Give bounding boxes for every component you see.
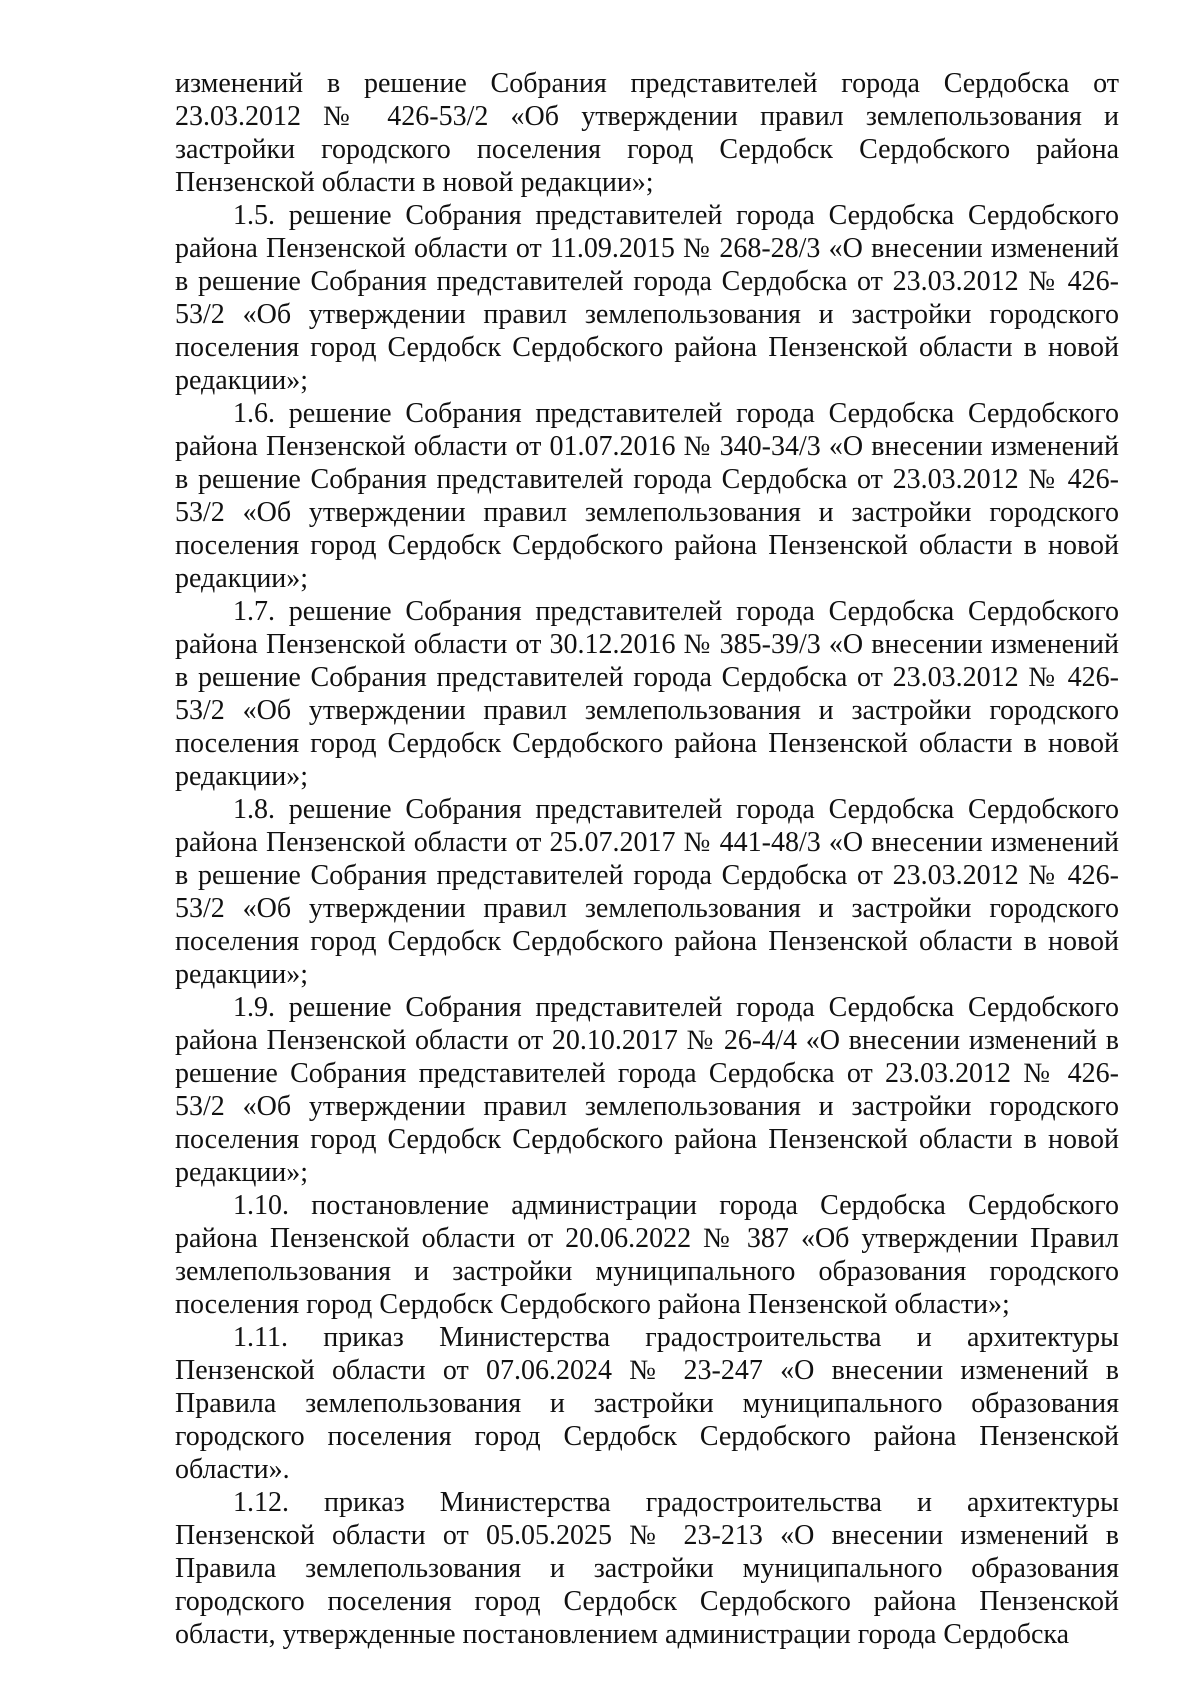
paragraph-item-1-9: 1.9. решение Собрания представителей города Сердобска Сердобского района Пензенской области от 20.10.2017 № 26-4/4 «О внесении изменений в решение Собрания представителей города Сердобска от 23.03.2012 № 426-53/2 «Об утверждении правил землепользования и застройки городского поселения город Сердобск Сердобского района Пензенской области в новой редакции»;	[175, 992, 1119, 1188]
paragraph-item-1-6: 1.6. решение Собрания представителей города Сердобска Сердобского района Пензенской области от 01.07.2016 № 340-34/3 «О внесении изменений в решение Собрания представителей города Сердобска от 23.03.2012 № 426-53/2 «Об утверждении правил землепользования и застройки городского поселения город Сердобск Сердобского района Пензенской области в новой редакции»;	[175, 398, 1119, 594]
paragraph-item-1-8: 1.8. решение Собрания представителей города Сердобска Сердобского района Пензенской области от 25.07.2017 № 441-48/3 «О внесении изменений в решение Собрания представителей города Сердобска от 23.03.2012 № 426-53/2 «Об утверждении правил землепользования и застройки городского поселения город Сердобск Сердобского района Пензенской области в новой редакции»;	[175, 794, 1119, 990]
paragraph-item-1-5: 1.5. решение Собрания представителей города Сердобска Сердобского района Пензенской области от 11.09.2015 № 268-28/3 «О внесении изменений в решение Собрания представителей города Сердобска от 23.03.2012 № 426-53/2 «Об утверждении правил землепользования и застройки городского поселения город Сердобск Сердобского района Пензенской области в новой редакции»;	[175, 200, 1119, 396]
document-page	[175, 67, 1119, 1651]
paragraph-item-1-7: 1.7. решение Собрания представителей города Сердобска Сердобского района Пензенской области от 30.12.2016 № 385-39/3 «О внесении изменений в решение Собрания представителей города Сердобска от 23.03.2012 № 426-53/2 «Об утверждении правил землепользования и застройки городского поселения город Сердобск Сердобского района Пензенской области в новой редакции»;	[175, 596, 1119, 792]
paragraph-item-1-11: 1.11. приказ Министерства градостроительства и архитектуры Пензенской области от 07.06.2024 № 23-247 «О внесении изменений в Правила землепользования и застройки муниципального образования городского поселения город Сердобск Сердобского района Пензенской области».	[175, 1322, 1119, 1485]
paragraph-continuation: изменений в решение Собрания представителей города Сердобска от 23.03.2012 № 426-53/2 «Об утверждении правил землепользования и застройки городского поселения город Сердобск Сердобского района Пензенской области в новой редакции»;	[175, 68, 1119, 198]
paragraph-item-1-12: 1.12. приказ Министерства градостроительства и архитектуры Пензенской области от 05.05.2025 № 23-213 «О внесении изменений в Правила землепользования и застройки муниципального образования городского поселения город Сердобск Сердобского района Пензенской области, утвержденные постановлением администрации города Сердобска	[175, 1487, 1119, 1650]
paragraph-item-1-10: 1.10. постановление администрации города Сердобска Сердобского района Пензенской области от 20.06.2022 № 387 «Об утверждении Правил землепользования и застройки муниципального образования городского поселения город Сердобск Сердобского района Пензенской области»;	[175, 1190, 1119, 1320]
